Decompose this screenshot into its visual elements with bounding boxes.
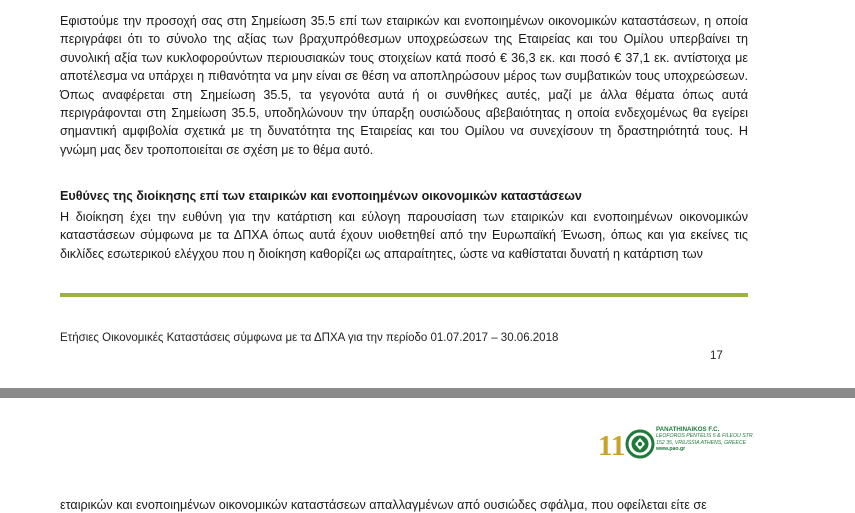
page-footer: Ετήσιες Οικονομικές Καταστάσεις σύμφωνα με τα ΔΠΧΑ για την περίοδο 01.07.2017 – 30.06.2018 xyxy=(60,332,559,344)
footer-rule xyxy=(60,293,748,297)
paragraph-emphasis-of-matter: Εφιστούμε την προσοχή σας στη Σημείωση 35.5 επί των εταιρικών και ενοποιημένων οικονομικών καταστάσεων, η οποία περιγράφει ότι το σύνολο της αξίας των βραχυπρόθεσμων υποχρεώσεων της Εταιρείας και του Ομίλου υπερβαίνει τη συνολική αξία των κυκλοφορούντων περιουσιακών τους στοιχείων κατά ποσό € 36,3 εκ. και ποσό € 37,1 εκ. αντίστοιχα με αποτέλεσμα να υπάρχει η πιθανότητα να μην είναι σε θέση να αποπληρώσουν μέρος των συμβατικών τους υποχρεώσεων. Όπως αναφέρεται στη Σημείωση 35.5, τα γεγονότα αυτά ή οι συνθήκες αυτές, μαζί με άλλα θέματα όπως αυτά περιγράφονται στη Σημείωση 35.5, υποδηλώνουν την ύπαρξη ουσιώδους αβεβαιότητας η οποία ενδεχομένως θα εγείρει σημαντική αμφιβολία σχετικά με τη δυνατότητα της Εταιρείας και του Ομίλου να συνεχίσουν τη δραστηριότητά τους. Η γνώμη μας δεν τροποποιείται σε σχέση με το θέμα αυτό. xyxy=(60,14,748,157)
logo-address xyxy=(656,427,754,453)
section-heading: Ευθύνες της διοίκησης επί των εταιρικών και ενοποιημένων οικονομικών καταστάσεων xyxy=(60,189,582,203)
logo-address-line-2: 152 35, VRILISSIA ATHENS, GREECE xyxy=(656,439,747,446)
club-logo xyxy=(597,424,757,462)
paragraph-continuation: εταιρικών και ενοποιημένων οικονομικών καταστάσεων απαλλαγμένων από ουσιώδες σφάλμα, που οφείλεται είτε σε xyxy=(60,498,707,512)
logo-address-line-1: LEOFOROS PENTELIS 5 & FILEOU STR. xyxy=(656,433,755,440)
page-number: 17 xyxy=(710,350,723,362)
document-page-18 xyxy=(0,398,855,513)
logo-club-name: PANATHINAIKOS F.C. xyxy=(656,426,720,433)
page-separator xyxy=(0,388,855,398)
anniversary-badge-icon xyxy=(597,424,655,462)
paragraph-management-responsibility: Η διοίκηση έχει την ευθύνη για την κατάρτιση και εύλογη παρουσίαση των εταιρικών και ενοποιημένων οικονομικών καταστάσεων σύμφωνα με τα ΔΠΧΑ όπως αυτά έχουν υιοθετηθεί από την Ευρωπαϊκή Ένωση, όπως και για εκείνες τις δικλίδες εσωτερικού ελέγχου που η διοίκηση καθορίζει ως απαραίτητες, ώστε να καθίσταται δυνατή η κατάρτιση των xyxy=(60,210,748,261)
logo-website: www.pao.gr xyxy=(656,446,686,453)
svg-text:11: 11 xyxy=(598,430,626,462)
